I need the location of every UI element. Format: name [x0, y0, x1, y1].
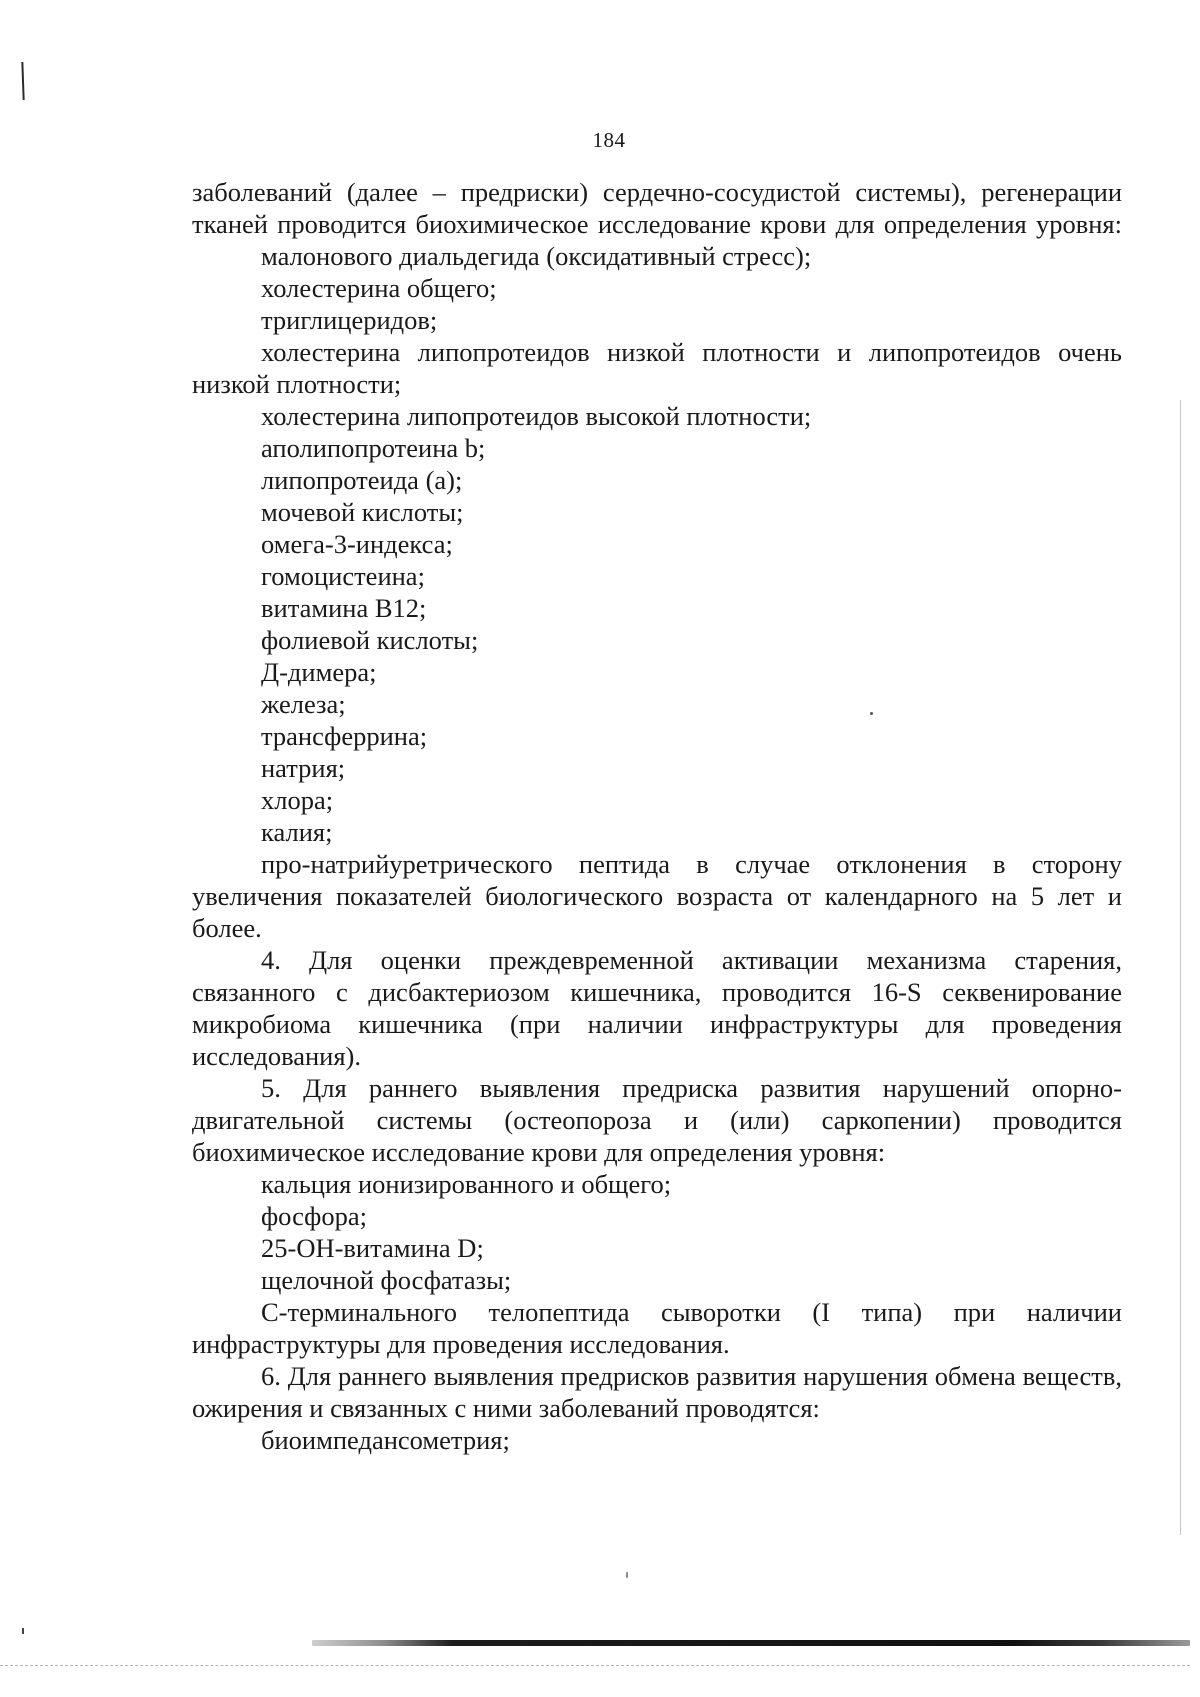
list-item: триглицеридов; — [261, 305, 438, 335]
list-item: кальция ионизированного и общего; — [261, 1169, 672, 1199]
scan-edge-line — [1180, 400, 1181, 1535]
paragraph: С-терминального телопептида сыворотки (I типа) при наличии инфраструктуры для проведения исследования. — [192, 1297, 1122, 1359]
scan-artifact-mark — [21, 62, 24, 100]
list-item: витамина В12; — [261, 593, 427, 623]
paragraph: заболеваний (далее – предриски) сердечно-сосудистой системы), регенерации тканей проводится биохимическое исследование крови для определения уровня: — [192, 177, 1122, 239]
list-item: малонового диальдегида (оксидативный стресс); — [261, 241, 812, 271]
list-item: холестерина общего; — [261, 273, 497, 303]
paragraph: про-натрийуретрического пептида в случае отклонения в сторону увеличения показателей биологического возраста от календарного на 5 лет и более. — [192, 849, 1122, 943]
list-item: щелочной фосфатазы; — [261, 1265, 512, 1295]
scan-bottom-line — [0, 1665, 1190, 1666]
list-item: Д-димера; — [261, 657, 377, 687]
list-item: 25-ОН-витамина D; — [261, 1233, 484, 1263]
list-item: калия; — [261, 817, 333, 847]
list-item: холестерина липопротеидов высокой плотности; — [261, 401, 812, 431]
scan-bottom-bar — [312, 1640, 1190, 1646]
list-item: железа; — [261, 689, 346, 719]
list-item: фосфора; — [261, 1201, 367, 1231]
list-item: трансферрина; — [261, 721, 428, 751]
paragraph: холестерина липопротеидов низкой плотности и липопротеидов очень низкой плотности; — [192, 337, 1122, 399]
paragraph: 4. Для оценки преждевременной активации механизма старения, связанного с дисбактериозом кишечника, проводится 16-S секвенирование микробиома кишечника (при наличии инфраструктуры для проведения исследования). — [192, 945, 1122, 1071]
document-body — [192, 176, 1122, 1456]
paragraph: 5. Для раннего выявления предриска развития нарушений опорно-двигательной системы (остеопороза и (или) саркопении) проводится биохимическое исследование крови для определения уровня: — [192, 1073, 1122, 1167]
list-item: фолиевой кислоты; — [261, 625, 479, 655]
scan-speck — [870, 712, 873, 715]
scan-artifact-mark — [22, 1628, 24, 1634]
list-item: липопротеида (а); — [261, 465, 463, 495]
scan-speck — [626, 1572, 628, 1578]
list-item: мочевой кислоты; — [261, 497, 464, 527]
list-item: аполипопротеина b; — [261, 433, 486, 463]
list-item: гомоцистеина; — [261, 561, 425, 591]
list-item: натрия; — [261, 753, 346, 783]
page-number: 184 — [592, 128, 626, 152]
list-item: омега-3-индекса; — [261, 529, 453, 559]
list-item: хлора; — [261, 785, 334, 815]
paragraph: 6. Для раннего выявления предрисков развития нарушения обмена веществ, ожирения и связанных с ними заболеваний проводятся: — [192, 1361, 1122, 1423]
list-item: биоимпедансометрия; — [261, 1425, 510, 1455]
